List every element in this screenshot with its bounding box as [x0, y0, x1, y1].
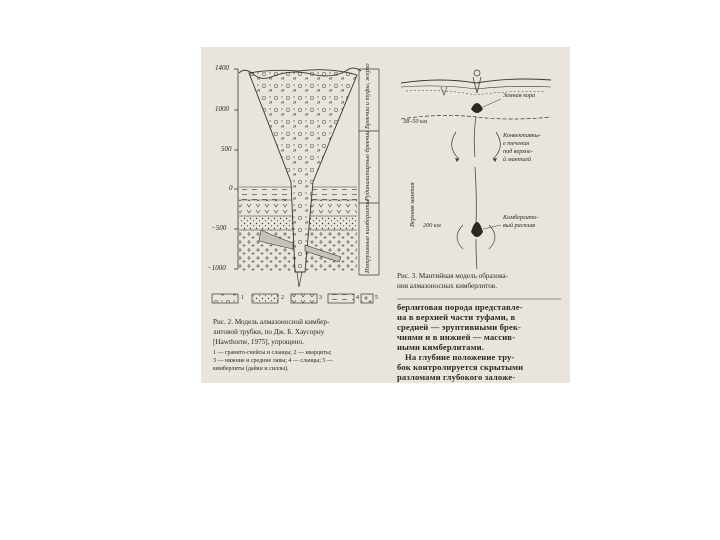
kimberlite-label: вый расплав — [503, 222, 536, 229]
legend-number: 3 — [319, 295, 322, 301]
legend-number: 1 — [241, 295, 244, 301]
convection-label: е течения — [503, 140, 530, 147]
crust-label: Земная кора — [503, 92, 536, 99]
convection-label: Конвективны- — [503, 132, 541, 139]
caption-line: [Hawthorne, 1975], упрощено. — [213, 338, 304, 346]
caption-line: Рис. 3. Мантийная модель образова- — [397, 272, 508, 280]
body-text-line: берлитовая порода представле- — [397, 302, 523, 312]
body-text-line: На глубине положение тру- — [405, 352, 515, 362]
caption-line: ния алмазоносных кимберлитов. — [397, 282, 497, 290]
depth-label-lower: 200 км — [423, 222, 441, 229]
upper-mantle-label: Верхняя мантия — [409, 182, 416, 227]
caption-line: Рис. 2. Модель алмазоносной кимбер- — [213, 318, 330, 326]
zone-label: Интрузивные кимберлиты — [364, 200, 371, 273]
legend-text-line: 1 — гранито-гнейсы и сланцы; 2 — кварциты; — [213, 350, 332, 356]
depth-tick-label: 1000 — [215, 105, 229, 113]
depth-tick-label: −1000 — [207, 264, 226, 272]
depth-label-upper: 38–50 км — [403, 118, 427, 125]
body-text-line: на в верхней части туфами, в — [397, 312, 516, 322]
scanned-page — [201, 47, 570, 383]
depth-tick-label: 0 — [229, 184, 233, 192]
convection-label: й мантией — [503, 156, 532, 163]
legend-number: 4 — [356, 295, 359, 301]
depth-tick-label: 500 — [221, 145, 232, 153]
body-text-line: разломами глубокого заложе- — [397, 372, 516, 382]
caption-line: литовой трубки, по Дж. Б. Хаусорну — [213, 328, 325, 336]
depth-tick-label: 1400 — [215, 64, 229, 72]
body-text-line: средней — эруптивными брек- — [397, 322, 522, 332]
body-text-line: ными кимберлитами. — [397, 342, 484, 352]
body-text-line: чиями и в нижней — массив- — [397, 332, 516, 342]
body-text-line: бок контролируется скрытыми — [397, 362, 524, 372]
zone-label: Рудинилитарные брекчии — [364, 130, 371, 201]
zone-label: Брекчии и туфы, жерло — [364, 63, 371, 129]
legend-text-line: 3 — нижние и средние лавы; 4 — сланцы; 5 — — [213, 358, 333, 364]
depth-tick-label: −500 — [211, 224, 227, 232]
kimberlite-label: Кимберлито- — [503, 214, 539, 221]
convection-label: под верхне- — [503, 148, 533, 155]
legend-number: 5 — [375, 295, 378, 301]
legend-text-line: кимберлиты (дайки и силлы). — [213, 366, 289, 372]
legend-number: 2 — [281, 295, 284, 301]
